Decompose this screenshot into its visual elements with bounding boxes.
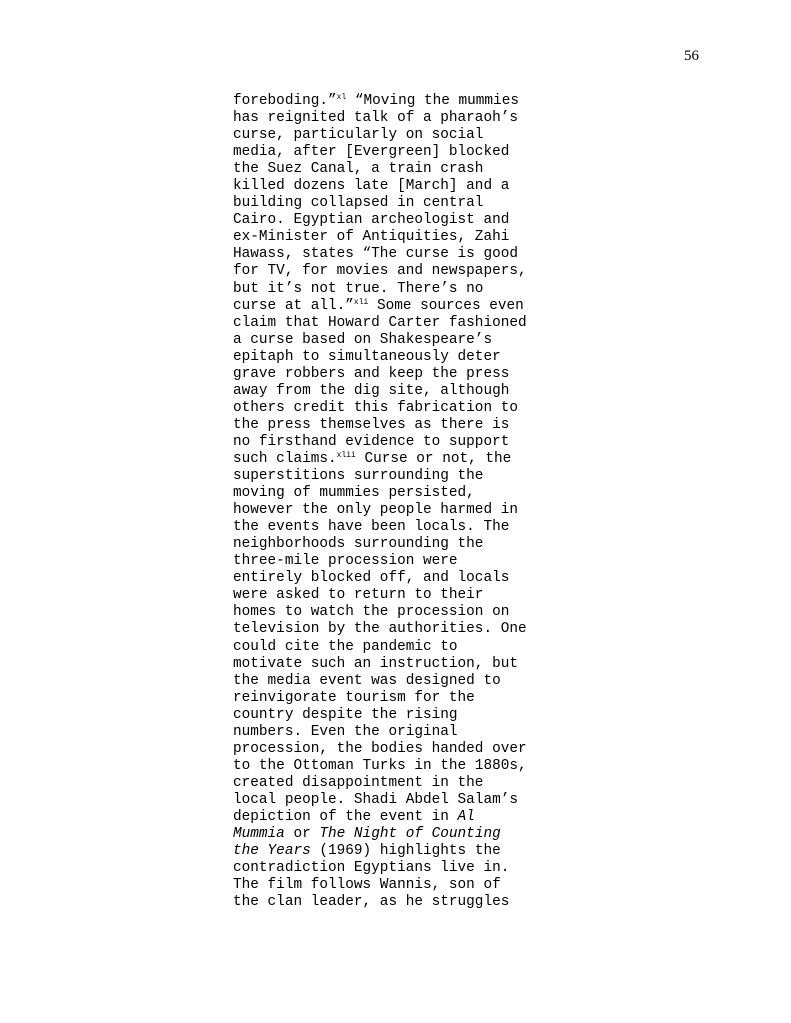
text-line xyxy=(233,758,563,775)
text-segment: contradiction Egyptians live in. xyxy=(233,860,510,877)
text-line xyxy=(233,195,563,212)
text-line xyxy=(233,894,563,911)
text-segment: to the Ottoman Turks in the 1880s, xyxy=(233,757,527,774)
text-line xyxy=(233,656,563,673)
text-segment: Hawass, states “The curse is good xyxy=(233,246,518,263)
text-line xyxy=(233,110,563,127)
text-line xyxy=(233,349,563,366)
text-segment: country despite the rising xyxy=(233,706,458,723)
text-line xyxy=(233,485,563,502)
text-line xyxy=(233,383,563,400)
text-line xyxy=(233,604,563,621)
text-segment: Curse or not, the xyxy=(355,450,512,467)
text-segment: has reignited talk of a pharaoh’s xyxy=(233,110,518,127)
text-segment: however the only people harmed in xyxy=(233,502,518,519)
text-line xyxy=(233,707,563,724)
text-line xyxy=(233,690,563,707)
text-segment: the clan leader, as he struggles xyxy=(233,894,510,911)
text-line xyxy=(233,553,563,570)
text-line xyxy=(233,246,563,263)
text-line xyxy=(233,860,563,877)
text-segment: depiction of the event in xyxy=(233,808,458,825)
text-line xyxy=(233,281,563,298)
text-line xyxy=(233,366,563,383)
text-segment: the events have been locals. The xyxy=(233,519,510,536)
text-line xyxy=(233,877,563,894)
text-line xyxy=(233,417,563,434)
text-line xyxy=(233,587,563,604)
text-segment: media, after [Evergreen] blocked xyxy=(233,144,510,161)
text-segment: reinvigorate tourism for the xyxy=(233,689,475,706)
endnote-reference: xl xyxy=(336,93,347,102)
text-segment: superstitions surrounding the xyxy=(233,468,484,485)
text-segment: but it’s not true. There’s no xyxy=(233,280,484,297)
text-line xyxy=(233,93,563,110)
text-segment: a curse based on Shakespeare’s xyxy=(233,331,493,348)
text-line xyxy=(233,468,563,485)
text-line xyxy=(233,621,563,638)
text-line xyxy=(233,724,563,741)
endnote-reference: xlii xyxy=(336,450,356,460)
text-segment: could cite the pandemic to xyxy=(233,638,458,655)
text-line xyxy=(233,536,563,553)
text-segment: curse, particularly on social xyxy=(233,127,484,144)
text-segment: neighborhoods surrounding the xyxy=(233,536,484,553)
text-line xyxy=(233,639,563,656)
text-line xyxy=(233,792,563,809)
text-line xyxy=(233,229,563,246)
text-segment: numbers. Even the original xyxy=(233,723,458,740)
text-line xyxy=(233,263,563,280)
endnote-reference: xli xyxy=(353,297,369,307)
text-line xyxy=(233,826,563,843)
italic-title-text: the Years xyxy=(233,843,311,860)
text-line xyxy=(233,178,563,195)
text-segment: motivate such an instruction, but xyxy=(233,655,518,672)
text-line xyxy=(233,775,563,792)
text-segment: “Moving the mummies xyxy=(346,93,519,109)
italic-title-text: The Night of Counting xyxy=(319,826,501,843)
text-line xyxy=(233,127,563,144)
text-segment: The film follows Wannis, son of xyxy=(233,877,501,894)
text-segment: the media event was designed to xyxy=(233,672,501,689)
text-segment: television by the authorities. One xyxy=(233,621,527,638)
text-line xyxy=(233,161,563,178)
text-line xyxy=(233,451,563,468)
text-line xyxy=(233,298,563,315)
text-line xyxy=(233,843,563,860)
text-segment: created disappointment in the xyxy=(233,774,484,791)
text-segment: (1969) highlights the xyxy=(310,843,501,860)
text-line xyxy=(233,332,563,349)
text-segment: the press themselves as there is xyxy=(233,416,510,433)
text-line xyxy=(233,519,563,536)
text-line xyxy=(233,144,563,161)
text-segment: others credit this fabrication to xyxy=(233,399,518,416)
text-segment: such claims. xyxy=(233,450,337,467)
text-segment: claim that Howard Carter fashioned xyxy=(233,314,527,331)
text-segment: epitaph to simultaneously deter xyxy=(233,348,501,365)
text-line xyxy=(233,809,563,826)
text-segment: entirely blocked off, and locals xyxy=(233,570,510,587)
text-line xyxy=(233,212,563,229)
text-segment: building collapsed in central xyxy=(233,195,484,212)
text-segment: ex-Minister of Antiquities, Zahi xyxy=(233,229,510,246)
body-text xyxy=(233,93,563,911)
text-segment: killed dozens late [March] and a xyxy=(233,178,510,195)
text-line xyxy=(233,315,563,332)
page-number: 56 xyxy=(684,48,699,64)
text-segment: the Suez Canal, a train crash xyxy=(233,161,484,178)
text-segment: grave robbers and keep the press xyxy=(233,365,510,382)
text-segment: homes to watch the procession on xyxy=(233,604,510,621)
italic-title-text: Al xyxy=(457,808,475,825)
text-segment: for TV, for movies and newspapers, xyxy=(233,263,527,280)
text-line xyxy=(233,434,563,451)
text-line xyxy=(233,741,563,758)
text-segment: or xyxy=(284,826,320,843)
text-segment: three-mile procession were xyxy=(233,553,458,570)
text-segment: Cairo. Egyptian archeologist and xyxy=(233,212,510,229)
text-segment: Some sources even xyxy=(368,297,524,314)
text-line xyxy=(233,570,563,587)
text-line xyxy=(233,673,563,690)
text-segment: procession, the bodies handed over xyxy=(233,740,527,757)
text-line xyxy=(233,502,563,519)
text-segment: no firsthand evidence to support xyxy=(233,433,510,450)
text-line xyxy=(233,400,563,417)
text-segment: were asked to return to their xyxy=(233,587,484,604)
italic-title-text: Mummia xyxy=(233,826,285,843)
text-segment: moving of mummies persisted, xyxy=(233,485,475,502)
text-segment: away from the dig site, although xyxy=(233,382,510,399)
text-segment: curse at all.” xyxy=(233,297,354,314)
text-segment: local people. Shadi Abdel Salam’s xyxy=(233,791,518,808)
text-segment: foreboding.” xyxy=(233,93,337,109)
